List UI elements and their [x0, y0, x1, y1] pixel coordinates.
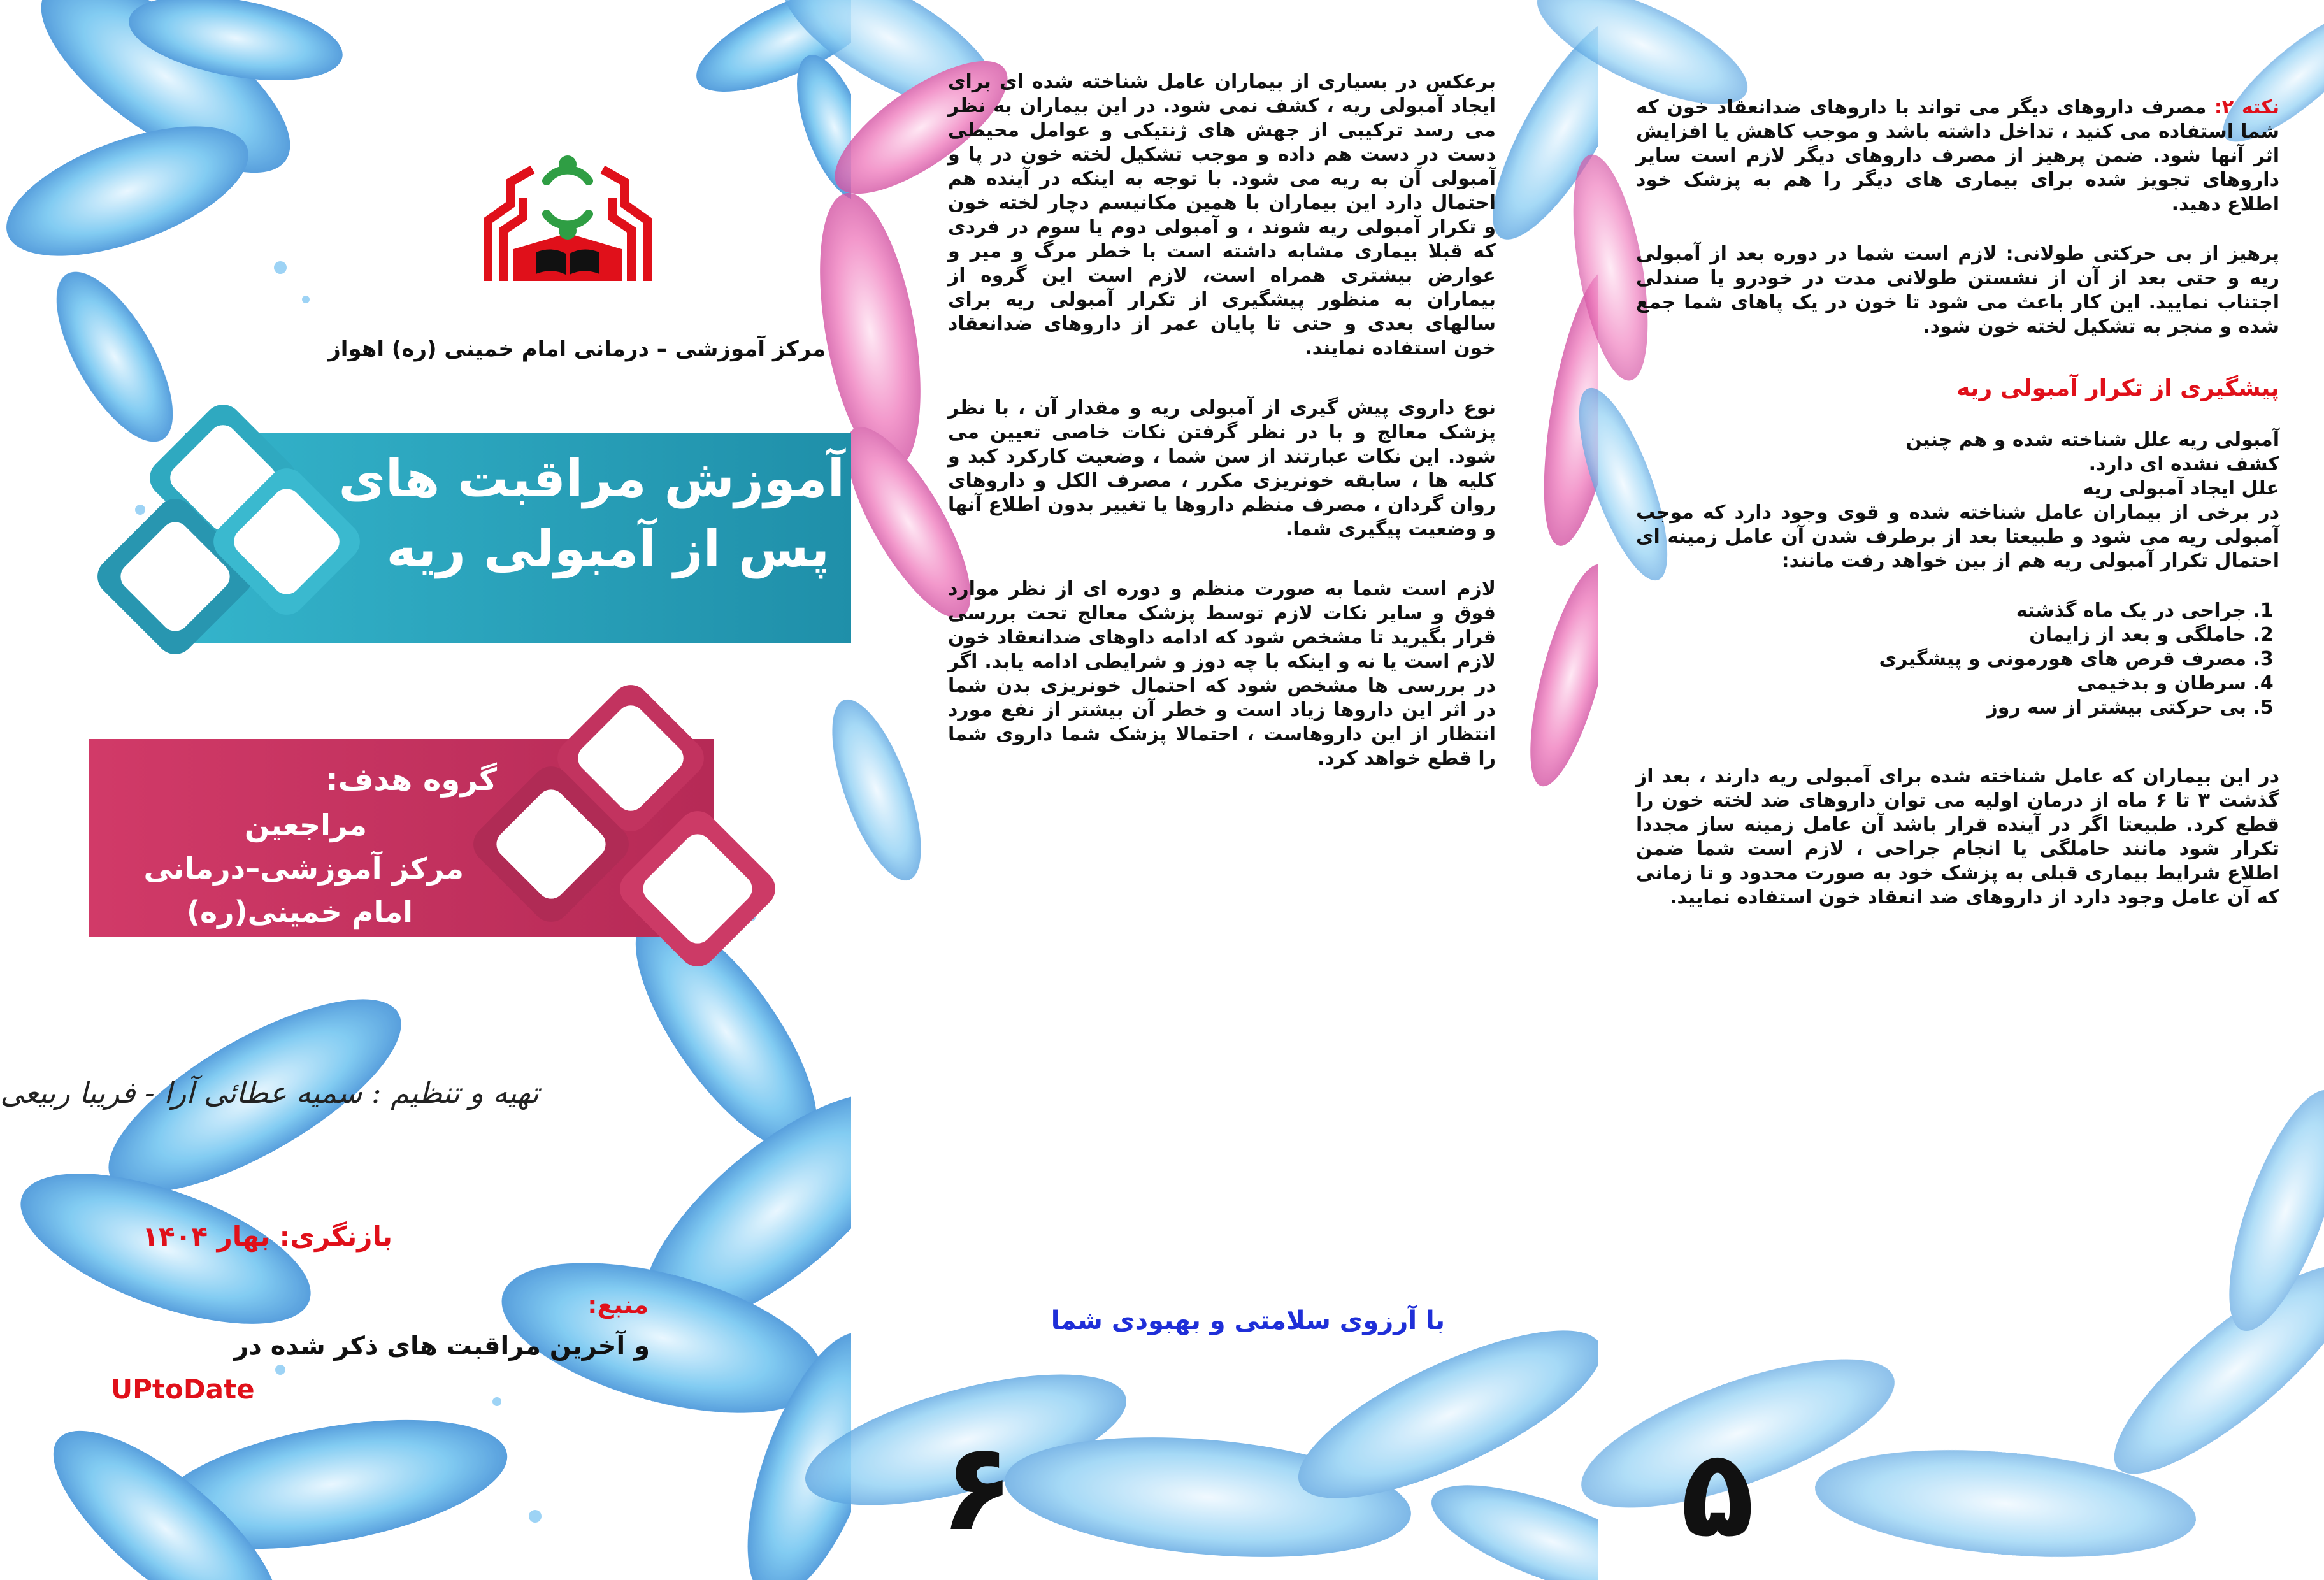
page-6-panel [851, 0, 1598, 1580]
unknown-causes-line-1: آمبولی ریه علل شناخته شده و هم چنین [1905, 429, 2279, 451]
paragraph: لازم است شما به صورت منظم و دوره ای از نظر موارد فوق و سایر نکات لازم توسط پزشک معالج تحت بررسی قرار بگیرید تا مشخص شود که ادامه داوهای ضدانعقاد خون لازم است یا نه و اینکه با چه دوز و شرایطی ادامه یابد. اگر در بررسی ها مشخص شود که احتمال خونریزی بدن شما در اثر این داروها زیاد است و خطر آن بیشتر از نفع مورد انتظار از این داروهاست ، احتمالا پزشک شما داروی شما را قطع خواهد کرد. [948, 578, 1496, 770]
closing-wish: با آرزوی سلامتی و بهبودی شما [1051, 1306, 1445, 1335]
cover-panel [0, 0, 851, 1580]
avoid-immobility-paragraph: پرهیز از بی حرکتی طولانی: لازم است شما در دوره بعد از آمبولی ریه و حتی بعد از آن از نشستن طولانی مدت در خودرو یا صندلی اجتناب نمایید. این کار باعث می شود تا خون در یک پاهای شما جمع شده و منجر به تشکیل لخته خون شود. [1636, 243, 2279, 338]
title-line-2: پس از آمبولی ریه [386, 519, 829, 578]
target-line-3: امام خمینی(ره) [186, 894, 413, 929]
note-label: نکته ۲: [2214, 96, 2279, 118]
list-item: 5. بی حرکتی بیشتر از سه روز [1636, 696, 2246, 720]
magenta-target-banner [89, 682, 851, 1013]
source-label: منبع: [587, 1291, 649, 1319]
causes-paragraph: در برخی از بیماران عامل شناخته شده و قوی وجود دارد که موجب آمبولی ریه می شود و طبیعتا بعد از برطرف شدن آن عامل زمینه ای احتمال تکرار آمبولی ریه هم از بین خواهد رفت مانند: [1636, 501, 2279, 572]
target-line-1: مراجعین [244, 808, 367, 842]
list-item: 3. مصرف قرص های هورمونی و پیشگیری [1636, 647, 2246, 672]
causes-heading: علل ایجاد آمبولی ریه [2083, 477, 2279, 499]
prevention-heading: پیشگیری از تکرار آمبولی ریه [1956, 375, 2279, 401]
paragraph: در این بیماران که عامل شناخته شده برای آمبولی ریه دارند ، بعد از گذشت ۳ تا ۶ ماه از درمان اولیه می توان داروهای ضد لخته خون را قطع کرد. طبیعتا اگر در آینده قرار باشد آن عامل زمینه ساز مجددا تکرار شود مانند حاملگی یا انجام جراحی ، لازم است شما ضمن اطلاع شرایط بیماری قبلی به پزشک خود به صورت محدود و تا زمانی که آن عامل وجود دارد از داروهای ضد انعقاد خون استفاده نمایید. [1636, 765, 2279, 908]
page-6-text [948, 70, 1496, 807]
note-paragraph [1636, 96, 2279, 217]
revision-date: بازنگری: بهار ۱۴۰۴ [142, 1221, 392, 1252]
target-line-2: مرکز آموزشی–درمانی [143, 851, 464, 886]
causes-list [1636, 599, 2279, 720]
title-line-1: آموزش مراقبت های [338, 449, 845, 508]
target-label: گروه هدف: [326, 762, 497, 798]
page-5-text [1636, 96, 2279, 945]
unknown-causes-line-2: کشف نشده ای دارد. [2088, 453, 2279, 475]
page-5-panel [1598, 0, 2324, 1580]
page-number: ۵ [1681, 1423, 1754, 1564]
credits: تهیه و تنظیم : سمیه عطائی آرا - فریبا ربیعی [0, 1075, 539, 1110]
note-text: مصرف داروهای دیگر می تواند با داروهای ضدانعقاد خون که شما استفاده می کنید ، تداخل داشته باشد و موجب کاهش یا افزایش اثر آنها شود. ضمن پرهیز از مصرف داروهای دیگر لازم است سایر داروهای تجویز شده برای بیماری های دیگر را هم به پزشک خود اطلاع دهید. [1636, 96, 2279, 215]
page-number: ۶ [940, 1417, 1014, 1558]
source-text: و آخرین مراقبت های ذکر شده در [234, 1332, 650, 1361]
list-item: 1. جراحی در یک ماه گذشته [1636, 599, 2246, 623]
list-item: 4. سرطان و بدخیمی [1636, 672, 2246, 696]
hospital-logo [475, 144, 660, 294]
source-name: UPtoDate [111, 1374, 255, 1405]
paragraph: برعکس در بسیاری از بیماران عامل شناخته شده ای برای ایجاد آمبولی ریه ، کشف نمی شود. در این بیماران به نظر می رسد ترکیبی از جهش های ژنتیکی و عوامل محیطی دست در دست هم داده و موجب تشکیل لخته خون در پا و آمبولی آن به ریه می شود. با توجه به اینکه در آینده هم احتمال دارد این بیماران با همین مکانیسم دچار لخته خون و تکرار آمبولی ریه شوند ، و آمبولی دوم یا سوم در فردی که قبلا بیماری مشابه داشته است با خطر مرگ و میر و عوارض بیشتری همراه است، لازم است این گروه از بیماران به منظور پیشگیری از تکرار آمبولی ریه برای سالهای بعدی و حتی تا پایان عمر از داروهای ضدانعقاد خون استفاده نمایند. [948, 71, 1496, 359]
center-name: مرکز آموزشی – درمانی امام خمینی (ره) اهواز [328, 336, 826, 362]
paragraph: نوع داروی پیش گیری از آمبولی ریه و مقدار آن ، با نظر پزشک معالج و با در نظر گرفتن نکات خاصی تعیین می شود. این نکات عبارتند از سن شما ، وضعیت کارکرد کبد و کلیه ها ، سابقه خونریزی مکرر ، مصرف الکل و داروهای روان گردان ، مصرف منظم داروها یا تغییر بدون اطلاع آنها و وضعیت پیگیری شما. [948, 397, 1496, 540]
list-item: 2. حاملگی و بعد از زایمان [1636, 623, 2246, 647]
